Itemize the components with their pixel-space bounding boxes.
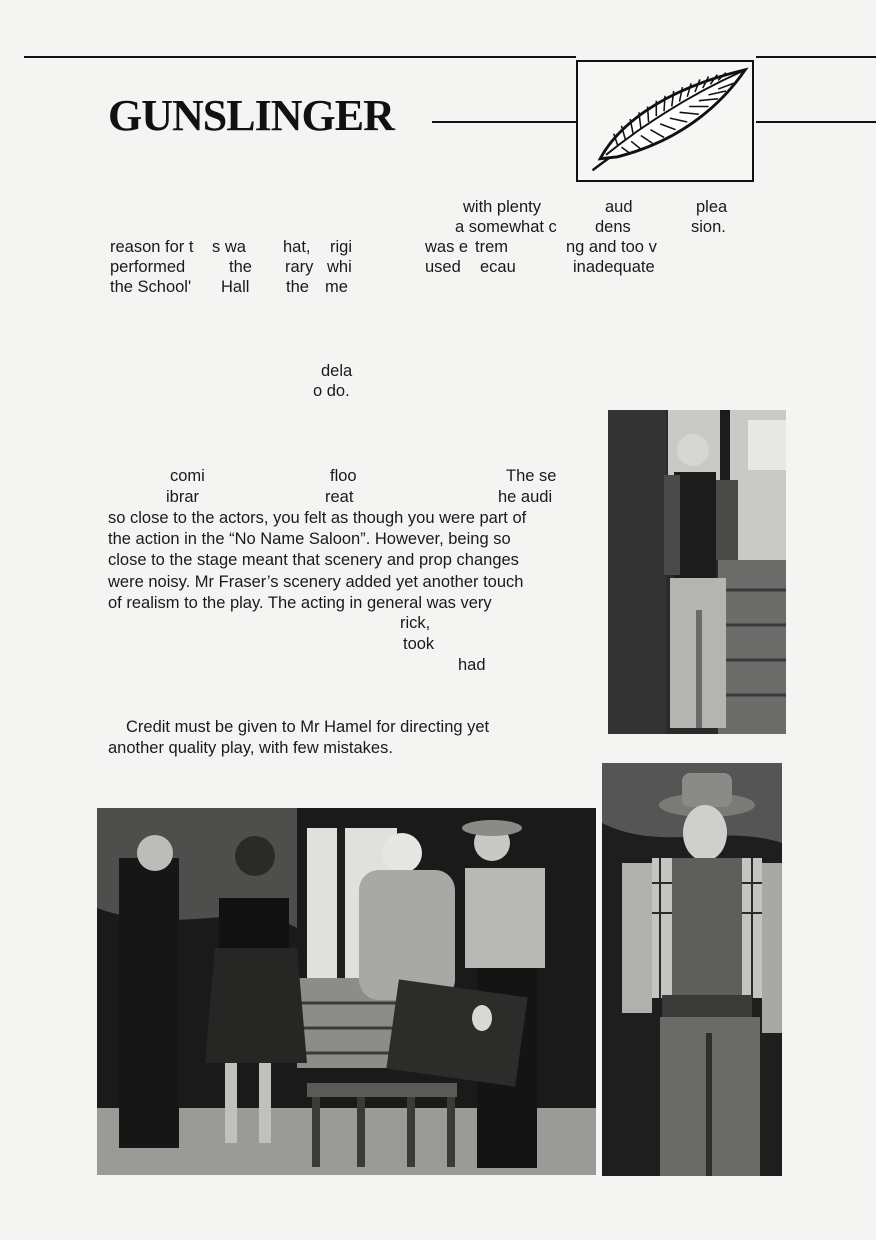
paragraph-line: were noisy. Mr Fraser’s scenery added yet another touch	[108, 572, 524, 591]
text-fragment: with plenty	[463, 198, 541, 216]
text-fragment: the	[229, 258, 252, 276]
text-fragment: o do.	[313, 382, 350, 400]
text-fragment: s wa	[212, 238, 246, 256]
paragraph-line: close to the stage meant that scenery and prop changes	[108, 551, 519, 570]
header-rule	[24, 56, 576, 58]
text-fragment: was e	[425, 238, 469, 256]
text-fragment: trem	[475, 238, 508, 256]
title-rule-right	[756, 121, 876, 123]
text-fragment: took	[403, 635, 435, 653]
text-fragment: dens	[595, 218, 631, 236]
page-title: GUNSLINGER	[108, 91, 394, 140]
paragraph-line: of realism to the play. The acting in general was very	[108, 593, 492, 612]
text-fragment: he audi	[498, 488, 553, 506]
text-fragment: the	[286, 278, 309, 296]
header-rule-right	[756, 56, 876, 58]
text-fragment: sion.	[691, 218, 726, 236]
text-fragment: rigi	[330, 238, 353, 256]
text-fragment: reason for t	[110, 238, 194, 256]
text-fragment: rary	[285, 258, 314, 276]
text-fragment: me	[325, 278, 348, 296]
text-fragment: inadequate	[573, 258, 655, 276]
text-fragment: hat,	[283, 238, 311, 256]
title-rule	[432, 121, 576, 123]
text-fragment: the School'	[110, 278, 192, 296]
photo-cowboy	[602, 763, 782, 1176]
quill-logo	[576, 60, 754, 182]
text-fragment: Hall	[221, 278, 250, 296]
text-fragment: The se	[506, 467, 557, 485]
body-paragraph	[108, 508, 606, 614]
text-fragment: dela	[321, 362, 353, 380]
text-fragment: plea	[696, 198, 728, 216]
text-fragment: comi	[170, 467, 205, 485]
feather-icon	[578, 62, 752, 180]
text-fragment: performed	[110, 258, 186, 276]
text-fragment: ng and too v	[566, 238, 657, 256]
photo-group-scene	[97, 808, 596, 1175]
text-fragment: a somewhat c	[455, 218, 557, 236]
text-fragment: reat	[325, 488, 354, 506]
photo-actor-stairs	[608, 410, 786, 734]
paragraph-line: so close to the actors, you felt as though you were part of	[108, 509, 527, 527]
text-fragment: had	[458, 656, 486, 674]
text-fragment: ecau	[480, 258, 516, 276]
closing-paragraph	[108, 717, 606, 759]
paragraph-line: another quality play, with few mistakes.	[108, 739, 393, 758]
paragraph-line: Credit must be given to Mr Hamel for directing yet	[126, 718, 490, 736]
text-fragment: used	[425, 258, 461, 276]
text-fragment: ibrar	[166, 488, 200, 506]
paragraph-line: the action in the “No Name Saloon”. However, being so	[108, 530, 511, 549]
text-fragment: aud	[605, 198, 633, 216]
text-fragment: rick,	[400, 614, 431, 632]
text-fragment: whi	[327, 258, 352, 276]
text-fragment: floo	[330, 467, 357, 485]
